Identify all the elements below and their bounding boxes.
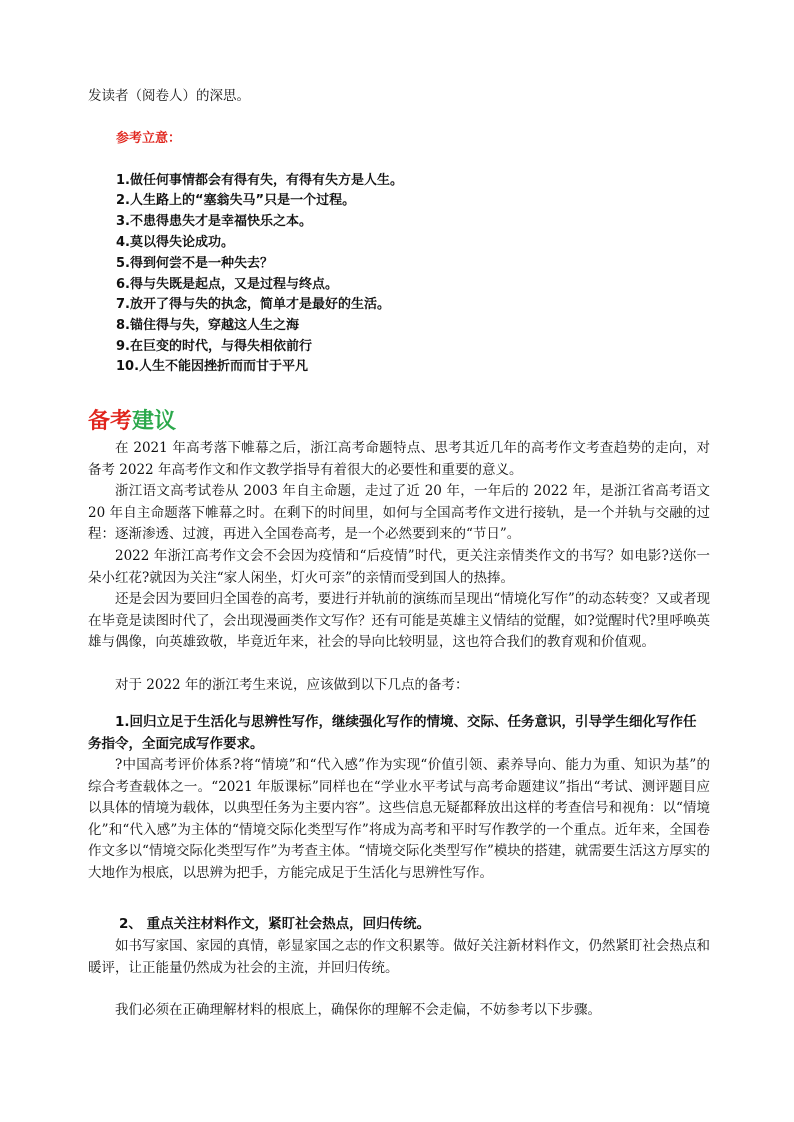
intro-tail-text: 发读者（阅卷人）的深思。: [88, 88, 250, 104]
section-heading: [88, 404, 176, 435]
list-item: 3.不患得患失才是幸福快乐之本。: [116, 214, 312, 229]
list-item: 8.锚住得与失，穿越这人生之海: [116, 318, 299, 333]
point-1-title: 1.回归立足于生活化与思辨性写作，继续强化写作的情境、交际、任务意识，引导学生细化写作任务指令，全面完成写作要求。: [88, 714, 697, 752]
paragraph: 浙江语文高考试卷从 2003 年自主命题，走过了近 20 年，一年后的 2022 年，是浙江省高考语文 20 年自主命题落下帷幕之时。在剩下的时间里，如何与全国高考作文进行接轨，是一个并轨与交融的过程：逐渐渗透、过渡，再进入全国卷高考，是一个必然要到来的“节日”。: [88, 483, 710, 543]
list-item: 7.放开了得与失的执念，简单才是最好的生活。: [116, 297, 390, 312]
list-item: 6.得与失既是起点，又是过程与终点。: [116, 277, 338, 292]
heading-part-2: 建议: [132, 409, 177, 434]
list-item: 10.人生不能因挫折而而甘于平凡: [116, 359, 309, 374]
ideas-label: 参考立意：: [116, 131, 182, 146]
point-2-title: 2、 重点关注材料作文，紧盯社会热点，回归传统。: [119, 916, 431, 932]
list-item: 4.莫以得失论成功。: [116, 235, 234, 250]
paragraph: 对于 2022 年的浙江考生来说，应该做到以下几点的备考：: [115, 677, 469, 693]
list-item: 1.做任何事情都会有得有失，有得有失方是人生。: [116, 173, 403, 188]
list-item: 2.人生路上的“塞翁失马”只是一个过程。: [116, 193, 356, 208]
point-2-body: 如书写家国、家园的真情，彰显家国之志的作文积累等。做好关注新材料作文，仍然紧盯社会热点和暖评，让正能量仍然成为社会的主流，并回归传统。: [88, 938, 710, 976]
paragraph: 2022 年浙江高考作文会不会因为疫情和“后疫情”时代，更关注亲情类作文的书写？如电影?送你一朵小红花?就因为关注“家人闲坐，灯火可亲”的亲情而受到国人的热捧。: [88, 548, 710, 586]
paragraph: 还是会因为要回归全国卷的高考，要进行并轨前的演练而呈现出“情境化写作”的动态转变？又或者现在毕竟是读图时代了，会出现漫画类作文写作？还有可能是英雄主义情结的觉醒，如?觉醒时代?里呼唤英雄与偶像，向英雄致敬，毕竟近年来，社会的导向比较明显，这也符合我们的教育观和价值观。: [88, 591, 710, 651]
point-1-body: ?中国高考评价体系?将“情境”和“代入感”作为实现“价值引领、素养导向、能力为重、知识为基”的综合考查载体之一。“2021 年版课标”同样也在“学业水平考试与高考命题建议”指出“考试、测评题目应以具体的情境为载体，以典型任务为主要内容”。这些信息无疑都释放出这样的考查信号和视角：以“情境化”和“代入感”为主体的“情境交际化类型写作”将成为高考和平时写作教学的一个重点。近年来，全国卷作文多以“情境交际化类型写作”为考查主体。“情境交际化类型写作”模块的搭建，就需要生活这方厚实的大地作为根底，以思辨为把手，方能完成足于生活化与思辨性写作。: [88, 757, 710, 881]
list-item: 9.在巨变的时代，与得失相依前行: [116, 339, 312, 354]
heading-part-1: 备考: [88, 409, 133, 434]
paragraph: 在 2021 年高考落下帷幕之后，浙江高考命题特点、思考其近几年的高考作文考查趋势的走向，对备考 2022 年高考作文和作文教学指导有着很大的必要性和重要的意义。: [88, 440, 710, 478]
closing-paragraph: 我们必须在正确理解材料的根底上，确保你的理解不会走偏，不妨参考以下步骤。: [115, 1002, 601, 1018]
list-item: 5.得到何尝不是一种失去？: [116, 256, 273, 271]
